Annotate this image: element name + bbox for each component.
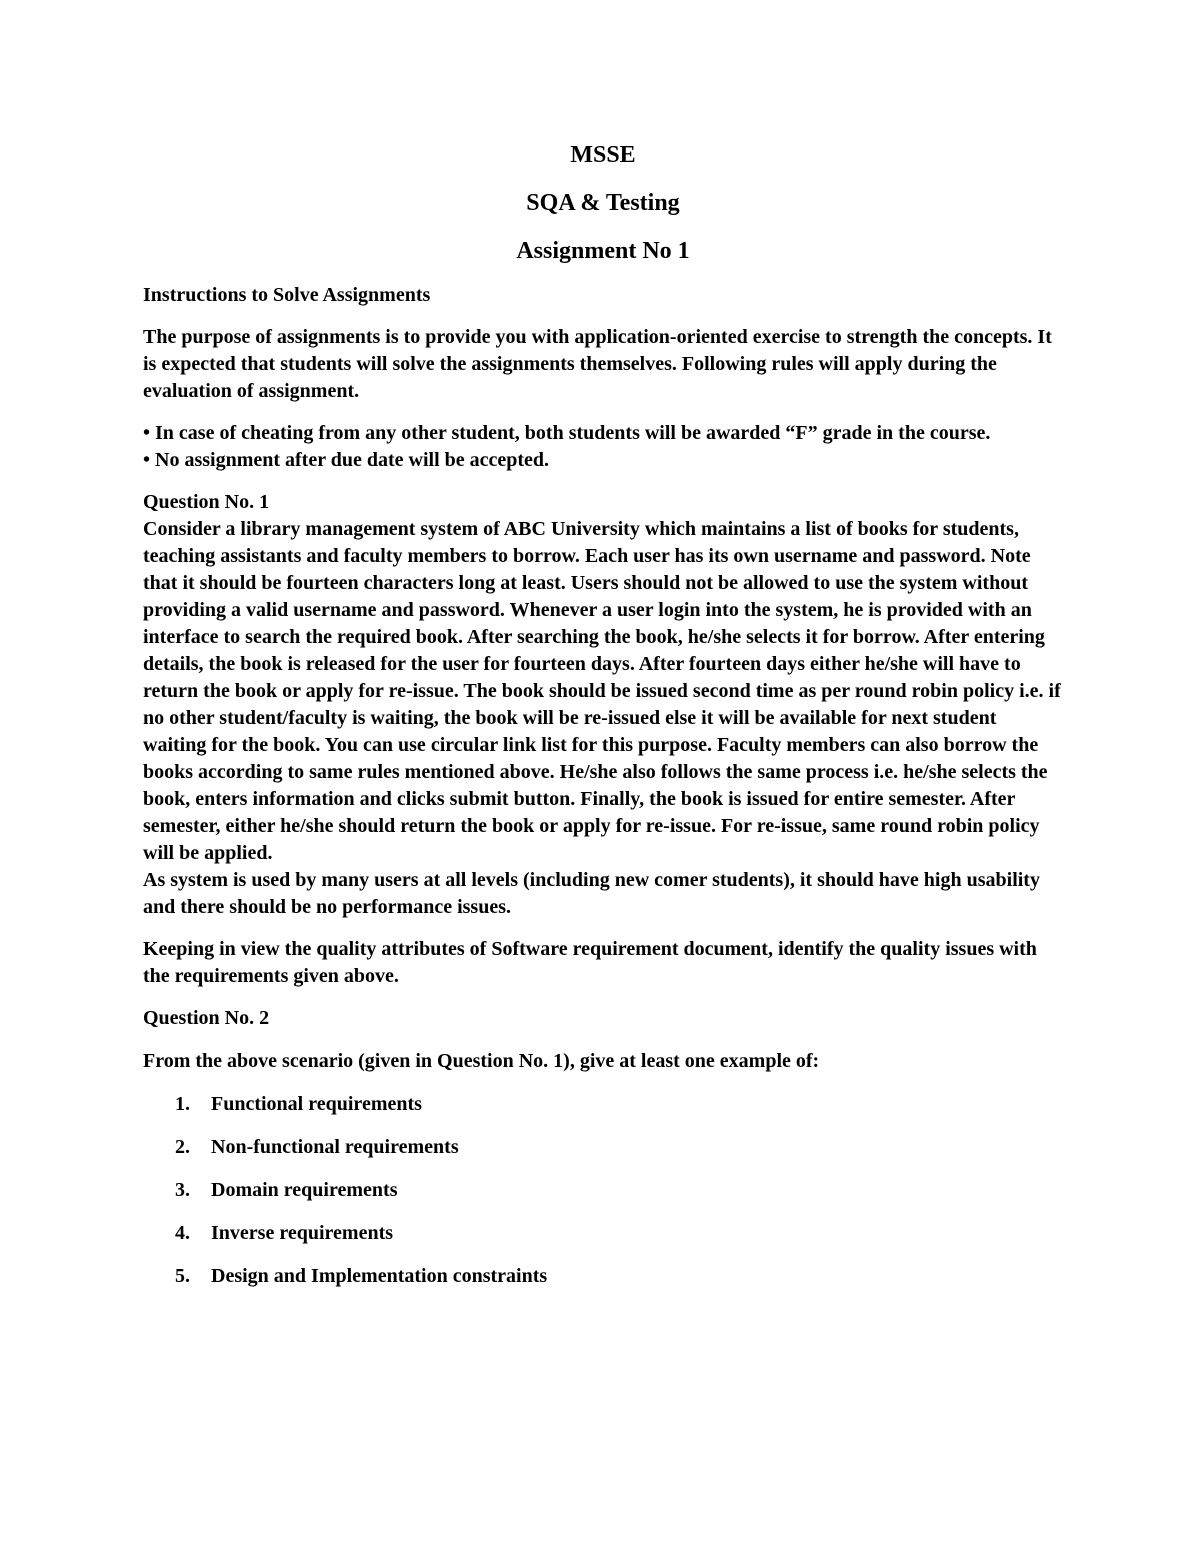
list-item bbox=[143, 1091, 1063, 1118]
list-item-number: 1. bbox=[175, 1093, 190, 1115]
question-1-scenario: Consider a library management system of ABC University which maintains a list of books for students, teaching assistants and faculty members to borrow. Each user has its own username and password. Note that it should be fourteen characters long at least. Users should not be allowed to use the system without providing a valid username and password. Whenever a user login into the system, he is provided with an interface to search the required book. After searching the book, he/she selects it for borrow. After entering details, the book is released for the user for fourteen days. After fourteen days either he/she will have to return the book or apply for re-issue. The book should be issued second time as per round robin policy i.e. if no other student/faculty is waiting, the book will be re-issued else it will be available for next student waiting for the book. You can use circular link list for this purpose. Faculty members can also borrow the books according to same rules mentioned above. He/she also follows the same process i.e. he/she selects the book, enters information and clicks submit button. Finally, the book is issued for entire semester. After semester, either he/she should return the book or apply for re-issue. For re-issue, same round robin policy will be applied. bbox=[143, 518, 1061, 864]
list-item-label: Functional requirements bbox=[211, 1093, 422, 1115]
question-1-task: Keeping in view the quality attributes of Software requirement document, identify the quality issues with the requirements given above. bbox=[143, 938, 1037, 987]
list-item-label: Inverse requirements bbox=[211, 1222, 394, 1244]
course-title: SQA & Testing bbox=[526, 190, 680, 216]
list-item bbox=[143, 1220, 1063, 1247]
list-item-label: Non-functional requirements bbox=[211, 1136, 459, 1158]
question-2-heading: Question No. 2 bbox=[143, 1007, 270, 1029]
instructions-heading: Instructions to Solve Assignments bbox=[143, 284, 431, 306]
list-item bbox=[143, 1177, 1063, 1204]
rule-item-due-date: • No assignment after due date will be accepted. bbox=[143, 449, 550, 471]
list-item-number: 3. bbox=[175, 1179, 190, 1201]
document-body bbox=[143, 140, 1063, 1306]
list-item-number: 4. bbox=[175, 1222, 190, 1244]
list-item-label: Domain requirements bbox=[211, 1179, 398, 1201]
list-item bbox=[143, 1263, 1063, 1290]
list-item bbox=[143, 1134, 1063, 1161]
question-1-heading: Question No. 1 bbox=[143, 491, 270, 513]
list-item-label: Design and Implementation constraints bbox=[211, 1265, 548, 1287]
rules-list bbox=[143, 420, 1063, 474]
assignment-title: Assignment No 1 bbox=[516, 238, 690, 264]
rule-item-cheating: • In case of cheating from any other student, both students will be awarded “F” grade in the course. bbox=[143, 422, 991, 444]
question-2-intro: From the above scenario (given in Question No. 1), give at least one example of: bbox=[143, 1050, 820, 1072]
list-item-number: 5. bbox=[175, 1265, 190, 1287]
list-item-number: 2. bbox=[175, 1136, 190, 1158]
program-title: MSSE bbox=[570, 142, 636, 168]
purpose-paragraph: The purpose of assignments is to provide you with application-oriented exercise to strength the concepts. It is expected that students will solve the assignments themselves. Following rules will apply during the evaluation of assignment. bbox=[143, 326, 1052, 402]
requirements-list bbox=[143, 1091, 1063, 1290]
question-1-usability: As system is used by many users at all levels (including new comer students), it should have high usability and there should be no performance issues. bbox=[143, 869, 1040, 918]
